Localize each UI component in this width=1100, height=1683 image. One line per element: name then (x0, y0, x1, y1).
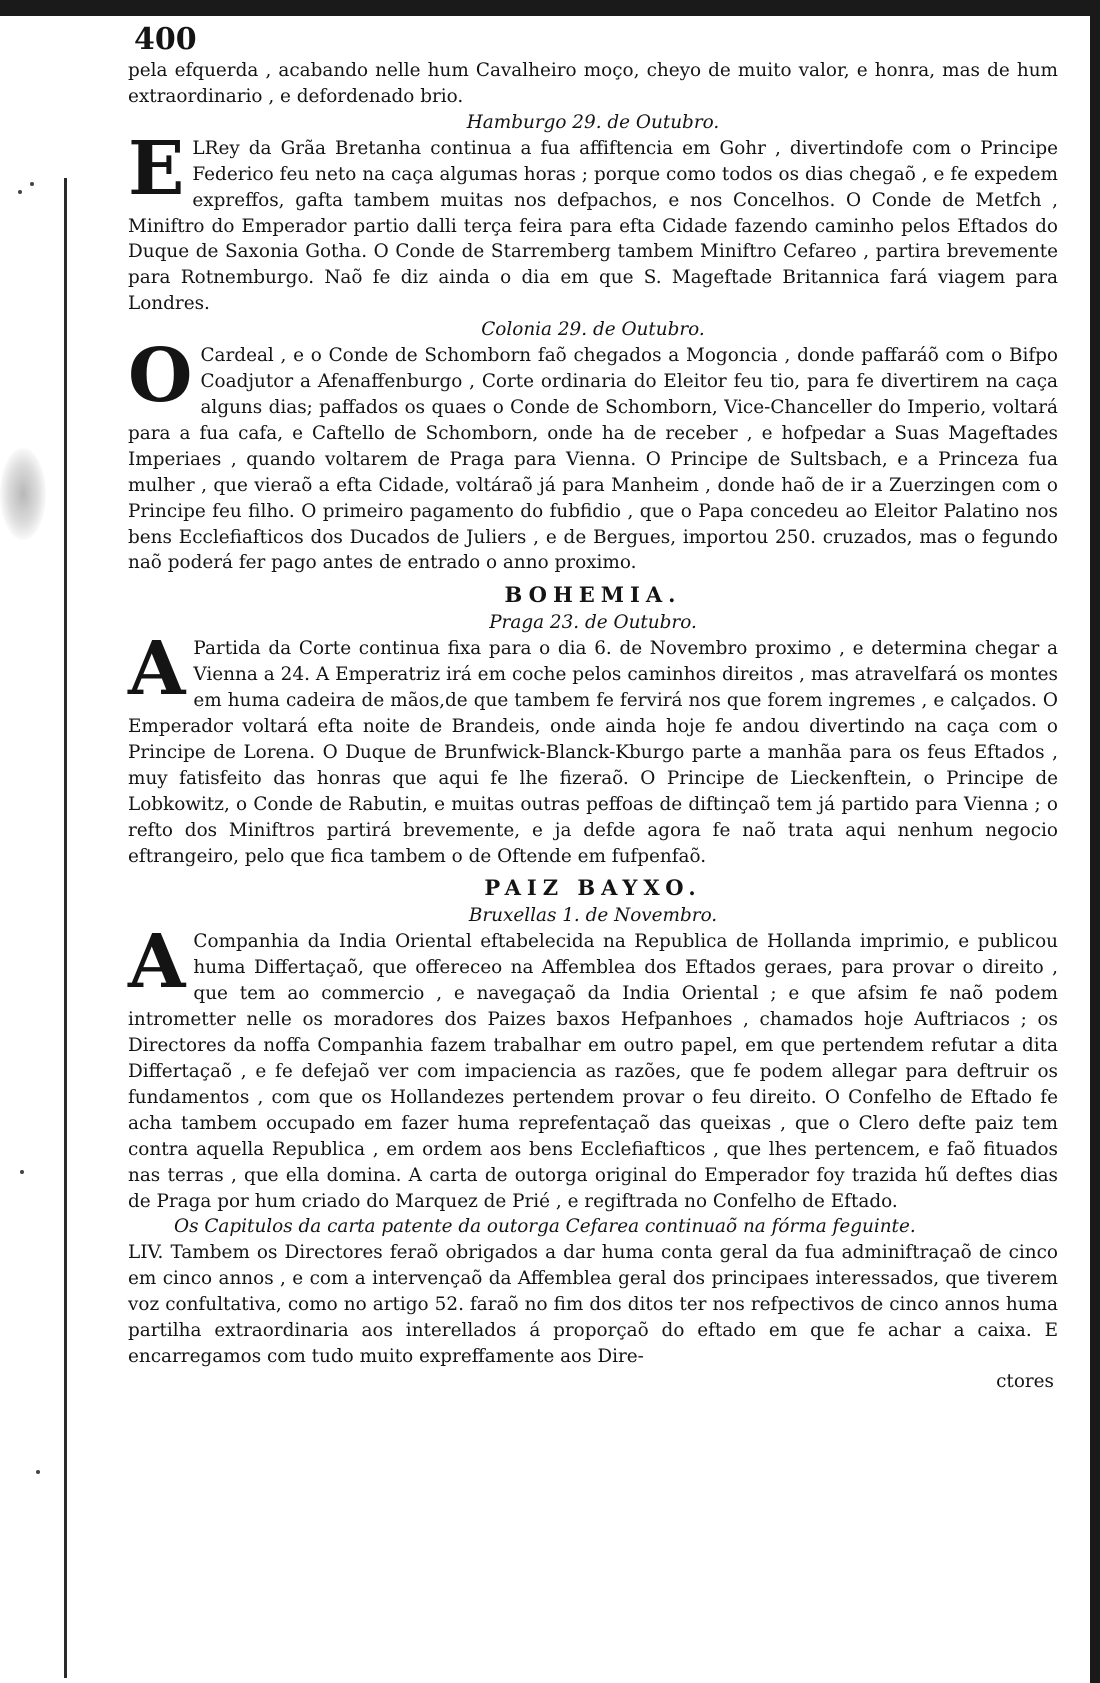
ink-speck (20, 1170, 24, 1174)
paper-stain (0, 448, 46, 540)
dateline-praga: Praga 23. de Outubro. (489, 612, 697, 634)
section-heading-bohemia: BOHEMIA. (504, 582, 682, 608)
drop-cap: O (128, 333, 193, 420)
binding-rule (64, 178, 67, 1678)
intro-paragraph: pela efquerda , acabando nelle hum Cavalheiro moço, cheyo de muito valor, e honra, mas de hum extraordinario , e defordenado brio. (128, 60, 1058, 107)
scan-top-edge (0, 0, 1100, 16)
article-text: LRey da Grãa Bretanha continua a fua affiftencia em Gohr , divertindofe com o Principe Federico feu neto na caça algumas horas ; porque como todos os dias chegaõ , e fe expedem expreffos, gafta tambem muitas nos defpachos, e nos Concelhos. O Conde de Metfch , Miniftro do Emperador partio dalli terça feira para efta Cidade fazendo caminho pelos Eftados do Duque de Saxonia Gotha. O Conde de Starremberg tambem Miniftro Cefareo , partira brevemente para Rotnemburgo. Naõ fe diz ainda o dia em que S. Mageftade Britannica fará viagem para Londres. (128, 137, 1058, 315)
scan-right-edge (1090, 0, 1100, 1683)
chapter-caption: Os Capitulos da carta patente da outorga Cefarea continuaõ na fórma feguinte. (174, 1216, 916, 1238)
article-text: Cardeal , e o Conde de Schomborn faõ chegados a Mogoncia , donde paffaráõ com o Bifpo Coadjutor a Afenaffenburgo , Corte ordinaria do Eleitor feu tio, para fe divertirem na caça alguns dias; paffados os quaes o Conde de Schomborn, Vice-Chanceller do Imperio, voltará para a fua cafa, e Caftello de Schomborn, onde ha de receber , e hofpedar a Suas Mageftades Imperiaes , quando voltarem de Praga para Vienna. O Principe de Sultsbach, e a Princeza fua mulher , que vieraõ a efta Cidade, voltáraõ já para Manheim , donde haõ de ir a Zuerzingen com o Principe feu filho. O primeiro pagamento do fubfidio , que o Papa concedeu ao Eleitor Palatino nos bens Ecclefiafticos dos Ducados de Juliers , e de Bergues, importou 250. cruzados, mas o fegundo naõ poderá fer pago antes de entrado o anno proximo. (128, 345, 1058, 574)
ink-speck (36, 1470, 40, 1474)
catchword: ctores (996, 1370, 1054, 1392)
dateline-bruxellas: Bruxellas 1. de Novembro. (468, 905, 718, 927)
article-final: LIV. Tambem os Directores feraõ obrigados a dar huma conta geral da fua adminiftraçaõ de cinco em cinco annos , e com a intervençaõ da Affemblea geral dos principaes interessados, que tiverem voz confultativa, como no artigo 52. faraõ no fim dos ditos ter nos refpectivos de cinco annos huma partilha extraordinaria aos interellados á proporçaõ do eftado em que fe achar a caixa. E encarregamos com tudo muito expreffamente aos Dire- (128, 1242, 1058, 1368)
article-bruxellas (128, 919, 1058, 1214)
article-text: Companhia da India Oriental eftabelecida na Republica de Hollanda imprimio, e publicou huma Differtaçaõ, que offereceo na Affemblea dos Eftados geraes, para provar o direito , que tem ao commercio , e navegaçaõ da India Oriental ; e que afsim fe naõ podem intrometter nelle os moradores dos Paizes baxos Hefpanhoes , chamados hoje Auftriacos ; os Directores da noffa Companhia fazem trabalhar em outro papel, em que pertendem refutar a dita Differtaçaõ , e fe defejaõ ver com impaciencia as razões, que fe podem allegar para deftruir os fundamentos , com que os Hollandezes pertendem provar o feu direito. O Confelho de Eftado fe acha tambem occupado em fazer huma reprefentaçaõ das queixas , que o Clero defte paiz tem contra aquella Republica , em ordem aos bens Ecclefiafticos , que lhes pertencem, e faõ fituados nas terras , que ella domina. A carta de outorga original do Emperador foy trazida hű deftes dias de Praga por hum criado do Marquez de Prié , e regiftrada no Confelho de Eftado. (128, 931, 1058, 1212)
dateline-hamburgo: Hamburgo 29. de Outubro. (466, 111, 720, 133)
page-number: 400 (134, 22, 197, 57)
article-text: Partida da Corte continua fixa para o dia 6. de Novembro proximo , e determina chegar a Vienna a 24. A Emperatriz irá em coche pelos caminhos direitos , mas atravelfará os montes em huma cadeira de mãos,de que tambem fe fervirá nos que forem ingremes , e calçados. O Emperador voltará efta noite de Brandeis, onde ainda hoje fe andou divertindo na caça com o Principe de Lorena. O Duque de Brunfwick-Blanck-Kburgo parte a manhãa para os feus Eftados , muy fatisfeito das honras que aqui fe lhe fizeraõ. O Principe de Lieckenftein, o Principe de Lobkowitz, o Conde de Rabutin, e muitas outras peffoas de diftinçaõ tem já partido para Vienna ; o refto dos Miniftros partirá brevemente, e ja defde agora fe naõ trata aqui nenhum negocio eftrangeiro, pelo que fica tambem o de Oftende em fufpenfaõ. (128, 638, 1058, 867)
article-hamburgo (128, 125, 1058, 317)
article-praga (128, 626, 1058, 869)
ink-speck (30, 182, 34, 186)
article-colonia (128, 333, 1058, 576)
drop-cap: A (128, 626, 186, 713)
gazette-page (128, 22, 1058, 1394)
ink-speck (18, 190, 22, 194)
section-heading-paiz-bayxo: PAIZ BAYXO. (484, 875, 702, 901)
dateline-colonia: Colonia 29. de Outubro. (481, 319, 705, 341)
drop-cap: A (128, 919, 186, 1006)
drop-cap: E (128, 125, 185, 212)
